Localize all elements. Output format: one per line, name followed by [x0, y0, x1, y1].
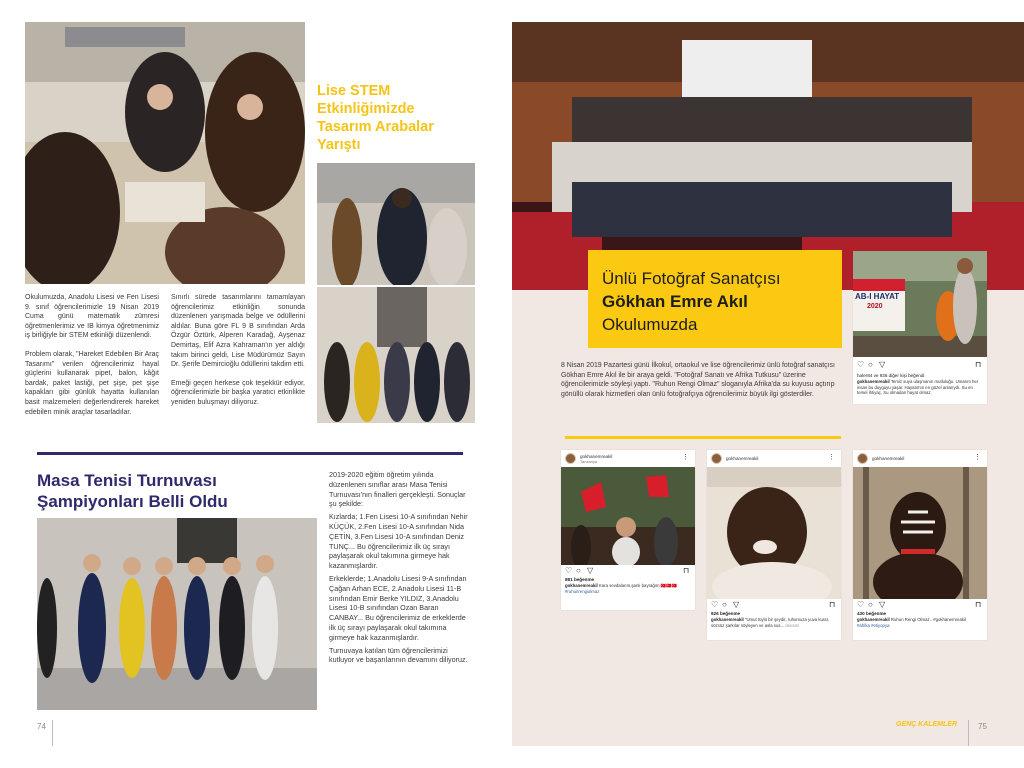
headline-line-1: Ünlü Fotoğraf Sanatçısı: [602, 269, 781, 288]
share-icon[interactable]: ▽: [587, 566, 594, 575]
table-tennis-text: [329, 470, 469, 668]
post-hashtags[interactable]: #afrika #etiyopya: [857, 622, 890, 628]
accent-divider: [565, 436, 841, 439]
avatar[interactable]: [711, 453, 722, 464]
more-options-icon[interactable]: ⋮: [682, 454, 689, 461]
page-number-right: 75: [978, 722, 987, 731]
stem-main-photo: [25, 22, 305, 284]
post-user[interactable]: gokhanemreakil: [857, 379, 890, 384]
avatar[interactable]: [857, 453, 868, 464]
post-actions: [853, 359, 987, 371]
comment-icon[interactable]: ○: [722, 600, 727, 609]
share-icon[interactable]: ▽: [879, 600, 886, 609]
post-user[interactable]: gokhanemreakil: [872, 456, 905, 461]
post-user[interactable]: gokhanemreakil: [580, 453, 613, 459]
stem-article-title: [317, 82, 482, 154]
post-caption: [561, 583, 695, 594]
section-divider: [37, 452, 463, 455]
stem-photo-students-2: [317, 287, 475, 423]
post-caption-text: Ruhun Rengi Olmaz.. #gokhanemreakil: [890, 617, 966, 622]
tt-title-line: Şampiyonları Belli Oldu: [37, 492, 228, 511]
post-likes: haler84 ve 936 diğer kişi beğendi: [857, 373, 925, 378]
post-header: [561, 450, 695, 467]
comment-icon[interactable]: ○: [576, 566, 581, 575]
tt-title-line: Masa Tenisi Turnuvası: [37, 471, 217, 490]
paragraph: Erkeklerde; 1.Anadolu Lisesi 9-A sınıfından Çağan Arhan ECE, 2.Anadolu Lisesi 11-B sınıfından Emir Berke YILDIZ, 3.Anadolu Lisesi 10-B sınıfından Ozan Baran CANBAY... Bu öğrencilerimiz de erkeklerde ilk üç sırayı paylaşarak okul takımına girmeye hak kazanmışlardır.: [329, 573, 467, 642]
comment-icon[interactable]: ○: [868, 600, 873, 609]
instagram-post: [853, 450, 987, 640]
well-post: [853, 251, 987, 404]
post-user[interactable]: gokhanemreakil: [565, 583, 598, 588]
post-caption: [853, 379, 987, 396]
post-caption-text: "Umut tüylü bir şeydir, ruhumuza yuva kurar, sözsüz şarkılar söyleyen ve asla sus...: [711, 617, 830, 628]
post-likes: 926 beğenme: [711, 611, 741, 616]
post-photo: [561, 467, 695, 565]
paragraph: Problem olarak, "Hareket Edebilen Bir Araç Tasarımı" verilen öğrencilerimiz hayal güçlerini kullanarak pipet, balon, kâğıt bardak, paket lastiği, pet şişe, pet şişe kapakları gibi günlük hayatta kullanılan basit malzemeleri değerlendirerek hareket edebilen minik araçlar tasarladılar.: [25, 350, 159, 416]
bookmark-icon[interactable]: ⊓: [975, 360, 982, 369]
stem-text-column-2: [171, 293, 305, 417]
post-user[interactable]: gokhanemreakil: [726, 456, 759, 461]
post-hashtags[interactable]: #ruhunrengiolmaz: [565, 588, 600, 594]
post-actions: [853, 599, 987, 611]
post-location[interactable]: Tanzanya: [580, 458, 598, 464]
paragraph: Turnuvaya katılan tüm öğrencilerimizi kutluyor ve başarılarının devamını diliyoruz.: [329, 645, 468, 665]
table-tennis-photo: [37, 518, 317, 710]
paragraph: Sınırlı sürede tasarımlarını tamamlayan öğrencilerimiz etkinliğin sonunda düzenlenen yarışmada belge ve ödüllerini aldılar. Buna göre FL 9 B sınıfından Arda Özgür Öztürk, Alperen Karadağ, Ayşenaz Demirtaş, Elif Azra Kahraman'ın yer aldığı takım birinci geldi, Lise Müdürümüz Sayın Dr. Şerife Demircioğlu ödüllerini takdim etti.: [171, 294, 305, 369]
paragraph: Emeği geçen herkese çok teşekkür ediyor, öğrencilerimizle bir başka yaratıcı etkinlikte yeniden buluşmayı diliyoruz.: [171, 379, 305, 406]
more-options-icon[interactable]: ⋮: [974, 454, 981, 461]
post-user[interactable]: gokhanemreakil: [857, 617, 890, 622]
stem-title-line: Yarıştı: [317, 137, 361, 153]
table-tennis-title: [37, 470, 307, 512]
share-icon[interactable]: ▽: [879, 360, 886, 369]
paragraph: Okulumuzda, Anadolu Lisesi ve Fen Lisesi 9. sınıf öğrencilerimizle 19 Nisan 2019 Cuma günü matematik zümresi öğretmenlerimiz ve IB kimya öğretmenimiz iş birliğiyle bir STEM etkinliği düzenlendi.: [25, 294, 159, 340]
well-photo: [853, 251, 987, 357]
post-caption-text: Kara sevdalarım,şanlı bayrağım 🇹🇷🇹🇷🇹🇷: [598, 583, 677, 588]
post-photo: [707, 467, 841, 599]
magazine-logo: GENÇ KALEMLER: [896, 721, 958, 728]
avatar[interactable]: [565, 453, 576, 464]
stem-photo-students-1: [317, 163, 475, 285]
comment-icon[interactable]: ○: [868, 360, 873, 369]
post-actions: [561, 565, 695, 577]
post-caption: [853, 617, 987, 628]
headline-box: [588, 250, 842, 348]
paragraph: 2019-2020 eğitim öğretim yılında düzenlenen sınıflar arası Masa Tenisi Turnuvası'nın finalleri gerçekleşti. Sonuçlar şu şekilde:: [329, 470, 466, 509]
post-header: [853, 450, 987, 467]
post-user[interactable]: gokhanemreakil: [711, 617, 744, 622]
paragraph: Kızlarda; 1.Fen Lisesi 10-A sınıfından Nehir KÜÇÜK, 2.Fen Lisesi 10-A sınıfından Nida ÇETİN, 3.Fen Lisesi 10-A sınıfından Deniz TUNÇ... Bu öğrencilerimiz ilk üç sırayı paylaşarak okul takımına girmeye hak kazanmışlardır.: [329, 512, 468, 571]
heart-icon[interactable]: ♡: [565, 566, 573, 575]
post-actions: [707, 599, 841, 611]
bookmark-icon[interactable]: ⊓: [829, 600, 836, 609]
heart-icon[interactable]: ♡: [857, 360, 865, 369]
share-icon[interactable]: ▽: [733, 600, 740, 609]
well-sign-year: 2020: [867, 303, 883, 310]
post-caption: [707, 617, 841, 628]
instagram-post: [561, 450, 695, 610]
stem-text-column-1: [25, 293, 159, 426]
post-likes: 430 beğenme: [857, 611, 887, 616]
post-header: [707, 450, 841, 467]
more-options-icon[interactable]: ⋮: [828, 454, 835, 461]
bookmark-icon[interactable]: ⊓: [683, 566, 690, 575]
headline-line-3: Okulumuzda: [602, 315, 698, 334]
post-likes: 881 beğenme: [565, 577, 595, 582]
bookmark-icon[interactable]: ⊓: [975, 600, 982, 609]
stem-title-line: Tasarım Arabalar: [317, 119, 434, 135]
page-number-left: 74: [37, 722, 46, 731]
footer-divider: [968, 720, 969, 746]
well-sign-text: AB-I HAYAT: [855, 292, 900, 301]
post-caption-text: Temiz suya ulaşmanın mutluluğu. Umarım her insan bu duyguyu yaşar. Hayatımın en güzel anlarıydı. Su en temel ihtiyaç. Su olmadan hayat olmaz.: [857, 379, 979, 396]
heart-icon[interactable]: ♡: [711, 600, 719, 609]
headline-photographer-name: Gökhan Emre Akıl: [602, 292, 748, 311]
heart-icon[interactable]: ♡: [857, 600, 865, 609]
footer-divider: [52, 720, 53, 746]
photographer-article-text: 8 Nisan 2019 Pazartesi günü İlkokul, ortaokul ve lise öğrencilerimiz ünlü fotoğraf sanatçısı Gökhan Emre Akıl ile bir araya geldi. "Fotoğraf Sanatı ve Afrika Tutkusu" üzerine öğrencilerimizle söyleşi yaptı. "Ruhun Rengi Olmaz" sloganıyla Afrika'da su kuyusu açtırıp gönüllü olarak hizmetleri olan ünlü fotoğrafçıya öğrencilerimiz büyük ilgi gösterdiler.: [561, 362, 835, 398]
stem-title-line: Etkinliğimizde: [317, 101, 415, 117]
post-photo: [853, 467, 987, 599]
read-more-link[interactable]: devamı: [785, 622, 800, 628]
stem-title-line: Lise STEM: [317, 83, 391, 99]
instagram-post: [707, 450, 841, 640]
